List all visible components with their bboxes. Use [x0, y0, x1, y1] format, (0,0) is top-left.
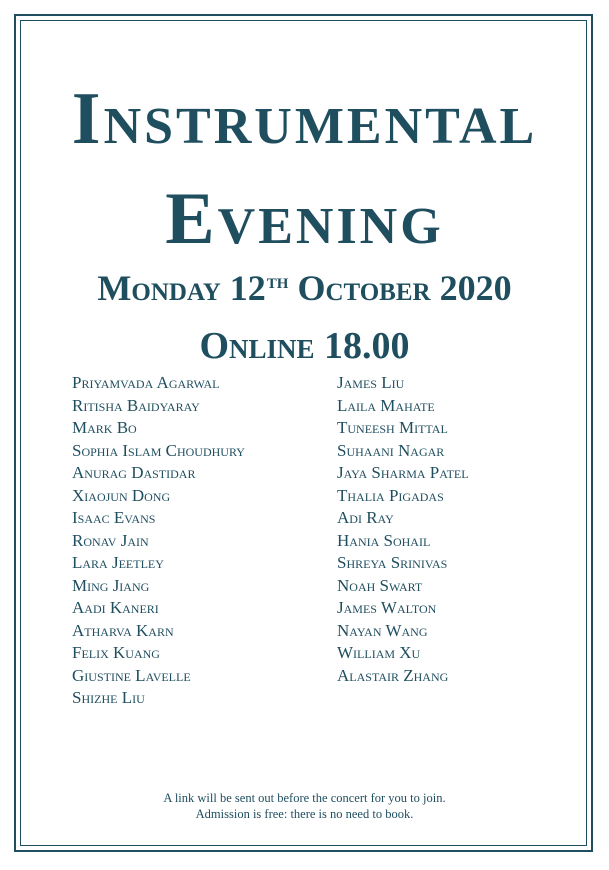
performer-name: Lara Jeetley: [72, 553, 164, 572]
performer-name: Felix Kuang: [72, 643, 160, 662]
performer-name: Suhaani Nagar: [337, 440, 445, 460]
performer-name: Giustine Lavelle: [72, 665, 191, 685]
performer-name: Aadi Kaneri: [72, 598, 159, 617]
performer-name: Hania Sohail: [337, 530, 431, 550]
performer-name: Mark Bo: [72, 418, 137, 437]
performer-name: Alastair Zhang: [337, 665, 449, 685]
performer-name: Priyamvada Agarwal: [72, 373, 220, 392]
footer-line-2: Admission is free: there is no need to book.: [195, 807, 414, 821]
performer-name: Shizhe Liu: [72, 688, 145, 707]
title-line-1: Instrumental: [71, 78, 538, 160]
performer-list-left: [72, 372, 245, 710]
performer-name: Thalia Pigadas: [337, 485, 444, 505]
performer-name: William Xu: [337, 643, 421, 662]
date-ordinal: th: [266, 268, 289, 293]
performer-name: Shreya Srinivas: [337, 553, 448, 572]
performer-name: Sophia Islam Choudhury: [72, 440, 245, 460]
performer-name: Laila Mahate: [337, 395, 435, 415]
performer-name: James Walton: [337, 598, 437, 617]
event-time: Online 18.00: [199, 325, 410, 367]
performer-name: Adi Ray: [337, 508, 394, 527]
performer-name: Noah Swart: [337, 575, 423, 595]
footer-note: [0, 790, 609, 822]
performer-name: Ming Jiang: [72, 575, 150, 595]
performer-name: Ronav Jain: [72, 530, 149, 550]
performer-name: Anurag Dastidar: [72, 463, 196, 482]
performer-name: Xiaojun Dong: [72, 485, 171, 505]
title-line-2: Evening: [165, 178, 444, 260]
event-date: [0, 270, 609, 306]
date-suffix: October 2020: [288, 268, 512, 308]
performer-name: Tuneesh Mittal: [337, 418, 448, 437]
performer-name: Isaac Evans: [72, 508, 156, 527]
performer-list-right: [337, 372, 469, 687]
date-prefix: Monday 12: [97, 268, 266, 308]
performer-name: James Liu: [337, 373, 405, 392]
performer-name: Jaya Sharma Patel: [337, 463, 469, 482]
performer-name: Nayan Wang: [337, 620, 428, 640]
performer-name: Ritisha Baidyaray: [72, 395, 200, 415]
footer-line-1: A link will be sent out before the concert for you to join.: [163, 791, 446, 805]
performer-name: Atharva Karn: [72, 620, 174, 640]
